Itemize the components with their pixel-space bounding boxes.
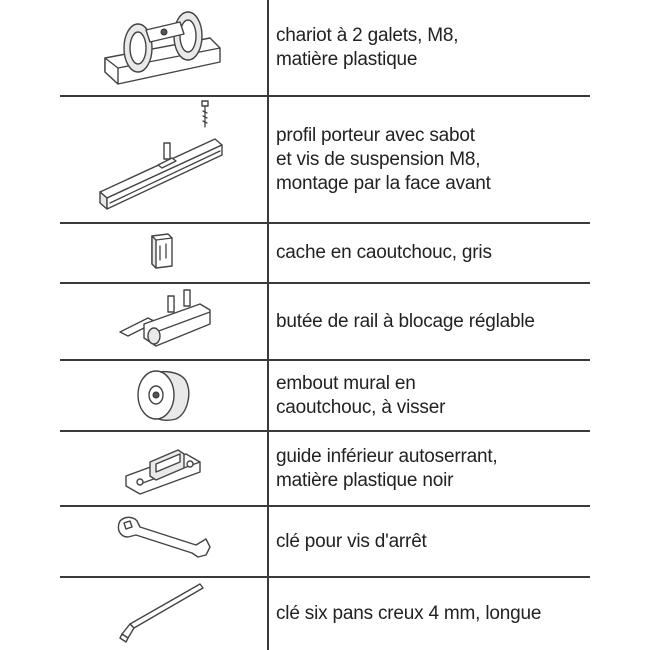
part-description xyxy=(276,97,636,222)
description-line: caoutchouc, à visser xyxy=(276,396,446,418)
description-line: montage par la face avant xyxy=(276,172,491,194)
part-image xyxy=(60,507,267,576)
track-profile-icon xyxy=(60,97,267,222)
description-line: clé six pans creux 4 mm, longue xyxy=(276,603,542,624)
description-line: chariot à 2 galets, M8, xyxy=(276,24,459,46)
description-line: profil porteur avec sabot xyxy=(276,124,475,146)
column-divider xyxy=(267,0,269,650)
rubber-cap-icon xyxy=(60,224,267,282)
part-description xyxy=(276,284,636,359)
description-line: clé pour vis d'arrêt xyxy=(276,530,427,552)
part-image xyxy=(60,0,267,95)
part-description xyxy=(276,578,636,650)
part-description xyxy=(276,224,636,282)
part-image xyxy=(60,432,267,505)
description-line: matière plastique noir xyxy=(276,469,454,491)
description-line: embout mural en xyxy=(276,372,416,394)
description-line: guide inférieur autoserrant, xyxy=(276,445,498,467)
roller-carriage-icon xyxy=(60,0,267,95)
part-image xyxy=(60,284,267,359)
floor-guide-icon xyxy=(60,432,267,505)
hex-key-icon xyxy=(60,578,267,650)
description-line: cache en caoutchouc, gris xyxy=(276,242,492,263)
wall-buffer-icon xyxy=(60,361,267,430)
part-description xyxy=(276,361,636,430)
part-description xyxy=(276,507,636,576)
spanner-icon xyxy=(60,507,267,576)
rail-stop-icon xyxy=(60,284,267,359)
part-image xyxy=(60,224,267,282)
description-line: matière plastique xyxy=(276,48,418,70)
description-line: et vis de suspension M8, xyxy=(276,148,481,170)
part-image xyxy=(60,361,267,430)
part-description xyxy=(276,432,636,505)
part-image xyxy=(60,97,267,222)
part-description xyxy=(276,0,636,95)
description-line: butée de rail à blocage réglable xyxy=(276,310,535,332)
part-image xyxy=(60,578,267,650)
